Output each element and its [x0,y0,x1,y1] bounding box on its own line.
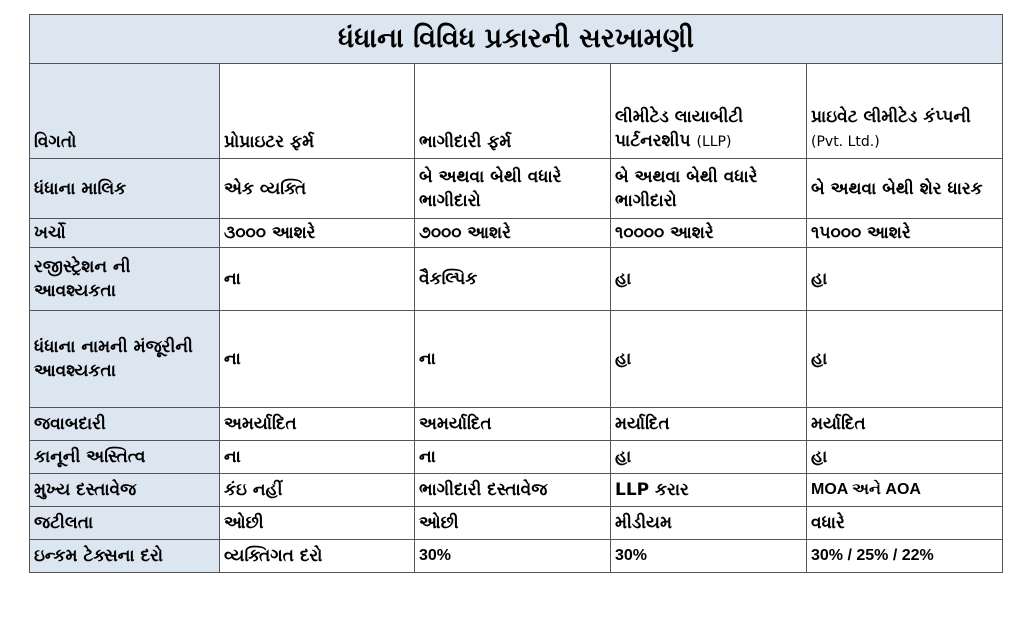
table-row [30,507,1003,540]
cell-pvt: વધારે [807,507,1003,540]
cell-pvt: હા [807,248,1003,311]
cell-partnership: ના [415,311,611,408]
header-llp-label: લીમીટેડ લાયાબીટી પાર્ટનરશીપ [615,107,744,151]
row-label: ધંધાના માલિક [30,159,220,219]
table-row [30,474,1003,507]
cell-partnership: 30% [415,540,611,573]
header-row [30,64,1003,159]
cell-proprietor: ઓછી [220,507,415,540]
cell-llp: ૧૦૦૦૦ આશરે [611,219,807,248]
row-label: જવાબદારી [30,408,220,441]
cell-llp: હા [611,441,807,474]
cell-proprietor: કંઇ નહીં [220,474,415,507]
row-label: ધંધાના નામની મંજૂરીની આવશ્યકતા [30,311,220,408]
table-row [30,159,1003,219]
header-llp [611,64,807,159]
row-label: ઇન્કમ ટેક્સના દરો [30,540,220,573]
row-label: કાનૂની અસ્તિત્વ [30,441,220,474]
cell-pvt: MOA અને AOA [807,474,1003,507]
cell-partnership: વૈકલ્પિક [415,248,611,311]
table-row [30,540,1003,573]
cell-proprietor: વ્યક્તિગત દરો [220,540,415,573]
table-row [30,219,1003,248]
cell-proprietor: એક વ્યક્તિ [220,159,415,219]
header-proprietor: પ્રોપ્રાઇટર ફર્મ [220,64,415,159]
cell-pvt: 30% / 25% / 22% [807,540,1003,573]
comparison-table-container [29,14,1002,573]
cell-pvt: હા [807,441,1003,474]
cell-llp: બે અથવા બેથી વધારે ભાગીદારો [611,159,807,219]
header-pvt-abbr: (Pvt. Ltd.) [811,134,880,150]
cell-llp: LLP કરાર [611,474,807,507]
cell-llp: હા [611,311,807,408]
cell-proprietor: ૩૦૦૦ આશરે [220,219,415,248]
cell-llp: મર્યાદિત [611,408,807,441]
table-title: ધંધાના વિવિધ પ્રકારની સરખામણી [30,15,1003,64]
cell-llp: હા [611,248,807,311]
header-pvt-label: પ્રાઇવેટ લીમીટેડ કંપ્પની [811,107,971,127]
cell-partnership: ઓછી [415,507,611,540]
cell-pvt: ૧૫૦૦૦ આશરે [807,219,1003,248]
table-row [30,408,1003,441]
cell-partnership: અમર્યાદિત [415,408,611,441]
header-llp-abbr: (LLP) [696,134,732,150]
row-label: મુખ્ય દસ્તાવેજ [30,474,220,507]
cell-proprietor: ના [220,441,415,474]
cell-llp: મીડીયમ [611,507,807,540]
table-row [30,441,1003,474]
row-label: જટીલતા [30,507,220,540]
cell-partnership: ના [415,441,611,474]
cell-proprietor: અમર્યાદિત [220,408,415,441]
header-pvt [807,64,1003,159]
table-row [30,248,1003,311]
cell-pvt: બે અથવા બેથી શેર ધારક [807,159,1003,219]
cell-partnership: ૭૦૦૦ આશરે [415,219,611,248]
cell-pvt: મર્યાદિત [807,408,1003,441]
row-label: ખર્ચો [30,219,220,248]
cell-llp: 30% [611,540,807,573]
cell-proprietor: ના [220,311,415,408]
table-row [30,311,1003,408]
comparison-table [29,14,1003,573]
header-partnership: ભાગીદારી ફર્મ [415,64,611,159]
cell-partnership: ભાગીદારી દસ્તાવેજ [415,474,611,507]
cell-proprietor: ના [220,248,415,311]
row-label: રજીસ્ટ્રેશન ની આવશ્યકતા [30,248,220,311]
header-details: વિગતો [30,64,220,159]
cell-partnership: બે અથવા બેથી વધારે ભાગીદારો [415,159,611,219]
cell-pvt: હા [807,311,1003,408]
